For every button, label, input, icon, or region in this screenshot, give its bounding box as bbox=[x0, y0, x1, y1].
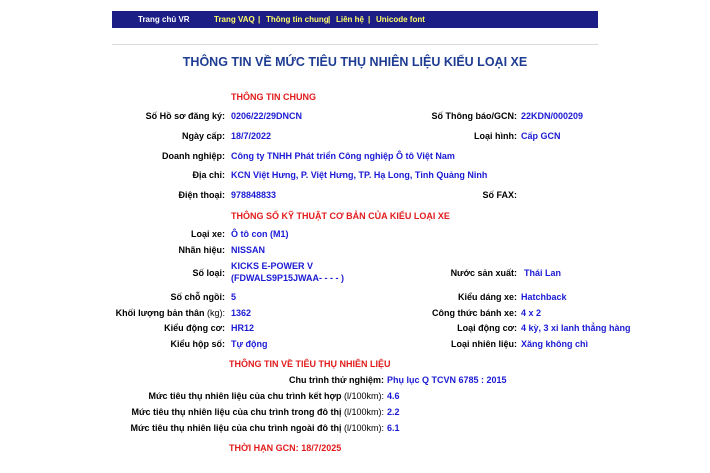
engine-model-label: Kiểu động cơ: bbox=[164, 323, 225, 333]
address-value: KCN Việt Hưng, P. Việt Hưng, TP. Hạ Long, Tỉnh Quảng Ninh bbox=[231, 170, 488, 180]
fax-label: Số FAX: bbox=[482, 190, 517, 200]
wheel-formula-label: Công thức bánh xe: bbox=[431, 308, 517, 318]
combined-label bbox=[149, 391, 384, 401]
notice-no-label: Số Thông báo/GCN: bbox=[431, 111, 517, 121]
phone-value: 978848833 bbox=[231, 190, 277, 200]
issue-date-label: Ngày cấp: bbox=[181, 131, 225, 141]
nav-sub-bar bbox=[112, 28, 598, 45]
country-label: Nước sản xuất: bbox=[450, 268, 517, 278]
engine-type-label: Loại động cơ: bbox=[457, 323, 517, 333]
extra-urban-label bbox=[130, 423, 384, 433]
address-label: Địa chỉ: bbox=[192, 170, 225, 180]
combined-value: 4.6 bbox=[387, 391, 400, 401]
weight-label-text: Khối lượng bản thân bbox=[115, 308, 205, 318]
validity-date: 18/7/2025 bbox=[301, 443, 342, 453]
company-label: Doanh nghiệp: bbox=[162, 151, 225, 161]
nav-separator: | bbox=[368, 15, 371, 24]
test-cycle-label: Chu trình thử nghiệm: bbox=[288, 375, 384, 385]
engine-model-value: HR12 bbox=[231, 323, 255, 333]
vehicle-type-value: Ô tô con (M1) bbox=[231, 229, 289, 239]
phone-label: Điện thoại: bbox=[178, 190, 225, 200]
nav-contact-link[interactable]: Liên hệ bbox=[336, 15, 365, 24]
type-value: Cấp GCN bbox=[521, 131, 561, 141]
extra-urban-label-text: Mức tiêu thụ nhiên liệu của chu trình ngoài đô thị bbox=[130, 423, 342, 433]
country-value: Thái Lan bbox=[524, 268, 562, 278]
urban-label-text: Mức tiêu thụ nhiên liệu của chu trình trong đô thị bbox=[131, 407, 342, 417]
model-line-2: (FDWALS9P15JWAA- - - - ) bbox=[231, 273, 345, 283]
brand-value: NISSAN bbox=[231, 245, 266, 255]
wheel-formula-value: 4 x 2 bbox=[521, 308, 542, 318]
validity bbox=[229, 443, 341, 453]
urban-unit: (l/100km): bbox=[343, 407, 384, 417]
brand-label: Nhãn hiệu: bbox=[178, 245, 225, 255]
seats-label: Số chỗ ngồi: bbox=[170, 292, 225, 302]
nav-separator: | bbox=[328, 15, 331, 24]
nav-general-link[interactable]: Thông tin chung bbox=[266, 15, 329, 24]
seats-value: 5 bbox=[231, 292, 237, 302]
file-no-value: 0206/22/29DNCN bbox=[231, 111, 303, 121]
combined-label-text: Mức tiêu thụ nhiên liệu của chu trình kết hợp bbox=[148, 391, 342, 401]
weight-value: 1362 bbox=[231, 308, 252, 318]
engine-type-value: 4 kỳ, 3 xi lanh thẳng hàng bbox=[521, 323, 631, 333]
gearbox-value: Tự động bbox=[231, 339, 268, 349]
company-value: Công ty TNHH Phát triển Công nghiệp Ô tô Việt Nam bbox=[231, 151, 455, 161]
page-title: THÔNG TIN VỀ MỨC TIÊU THỤ NHIÊN LIỆU KIỂU LOẠI XE bbox=[182, 55, 528, 69]
section-heading-specs: THÔNG SỐ KỸ THUẬT CƠ BẢN CỦA KIỂU LOẠI XE bbox=[231, 211, 450, 221]
vehicle-type-label: Loại xe: bbox=[190, 229, 225, 239]
model-label: Số loại: bbox=[192, 268, 225, 278]
nav-separator: | bbox=[258, 15, 261, 24]
nav-unicode-link[interactable]: Unicode font bbox=[376, 15, 425, 24]
weight-label bbox=[116, 308, 225, 318]
validity-label: THỜI HẠN GCN: bbox=[229, 443, 299, 453]
urban-label bbox=[131, 407, 384, 417]
issue-date-value: 18/7/2022 bbox=[231, 131, 272, 141]
test-cycle-value: Phụ lục Q TCVN 6785 : 2015 bbox=[387, 375, 507, 385]
section-heading-consumption: THÔNG TIN VỀ TIÊU THỤ NHIÊN LIỆU bbox=[229, 359, 391, 369]
model-value bbox=[231, 260, 344, 284]
nav-home-link[interactable]: Trang chủ VR bbox=[138, 15, 190, 24]
notice-no-value: 22KDN/000209 bbox=[521, 111, 584, 121]
urban-value: 2.2 bbox=[387, 407, 400, 417]
extra-urban-unit: (l/100km): bbox=[343, 423, 384, 433]
weight-unit: (kg): bbox=[207, 308, 225, 318]
top-nav-bar bbox=[112, 11, 598, 28]
extra-urban-value: 6.1 bbox=[387, 423, 400, 433]
body-style-label: Kiểu dáng xe: bbox=[457, 292, 517, 302]
fuel-type-value: Xăng không chì bbox=[521, 339, 589, 349]
body-style-value: Hatchback bbox=[521, 292, 567, 302]
fuel-type-label: Loại nhiên liệu: bbox=[450, 339, 517, 349]
type-label: Loại hình: bbox=[474, 131, 517, 141]
section-heading-general: THÔNG TIN CHUNG bbox=[231, 92, 316, 102]
nav-vaq-link[interactable]: Trang VAQ bbox=[214, 15, 255, 24]
model-line-1: KICKS E-POWER V bbox=[231, 261, 314, 271]
combined-unit: (l/100km): bbox=[343, 391, 384, 401]
gearbox-label: Kiểu hộp số: bbox=[170, 339, 225, 349]
file-no-label: Số Hồ sơ đăng ký: bbox=[145, 111, 225, 121]
